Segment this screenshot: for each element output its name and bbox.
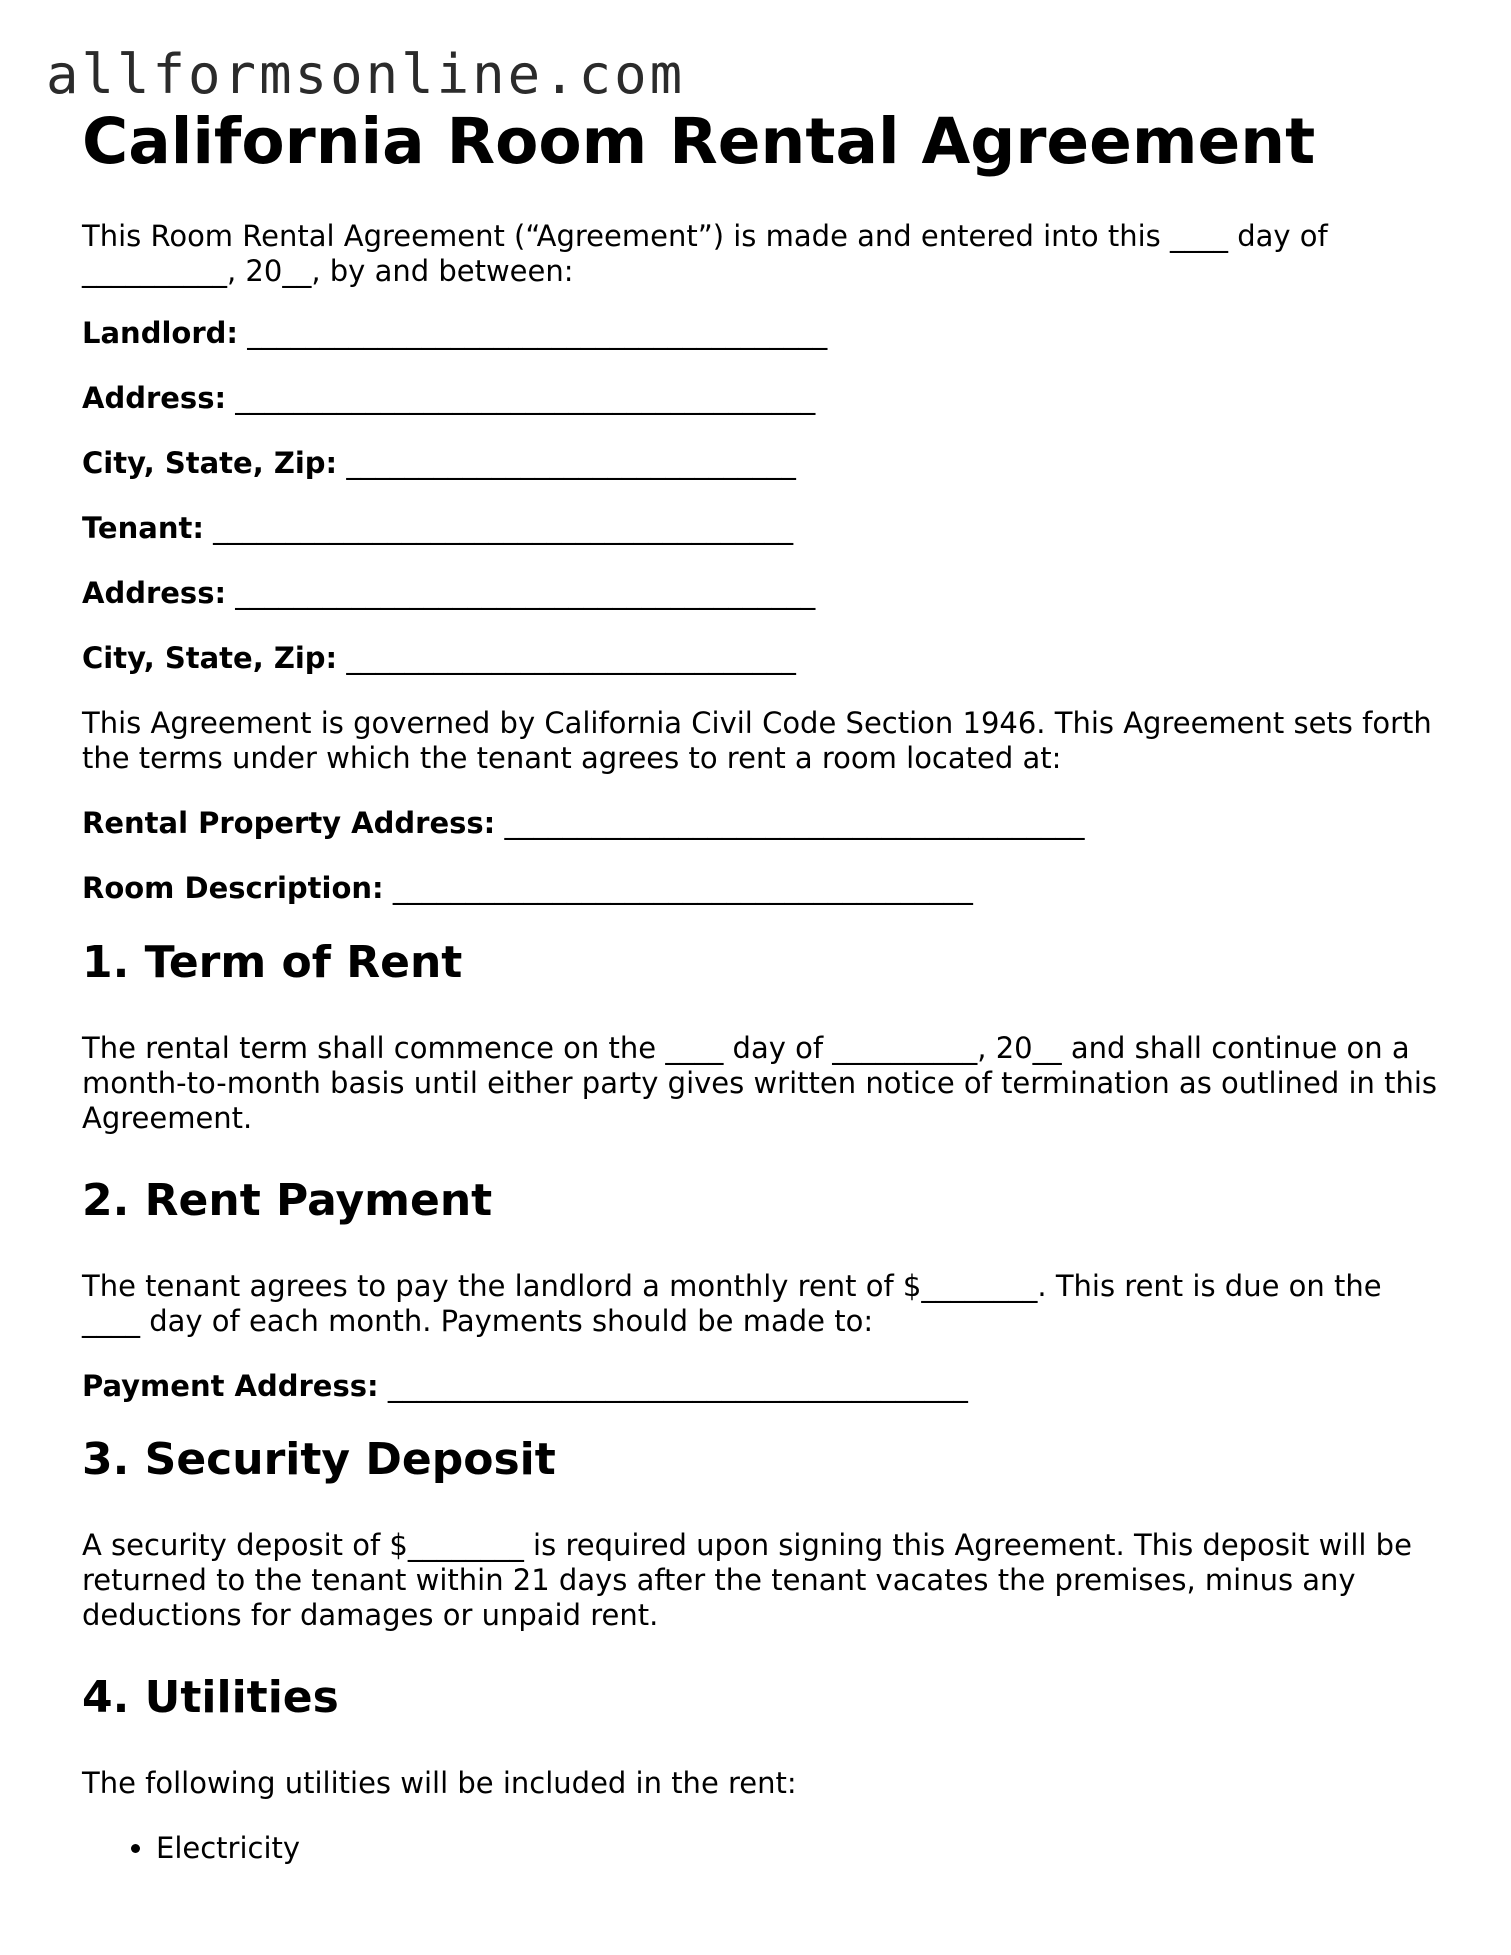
field-label: Payment Address: xyxy=(82,1369,379,1403)
field-label: Tenant: xyxy=(82,511,204,545)
utilities-list xyxy=(82,1831,1442,1866)
tenant-address-blank[interactable]: ________________________________________ xyxy=(235,576,816,610)
field-label: Room Description: xyxy=(82,871,384,905)
tenant-blank[interactable]: ________________________________________ xyxy=(213,511,794,545)
tenant-address-field xyxy=(82,576,1442,611)
field-label: Address: xyxy=(82,381,227,415)
payment-address-blank[interactable]: ________________________________________ xyxy=(387,1369,968,1403)
tenant-field xyxy=(82,511,1442,546)
list-item: • Electricity xyxy=(156,1831,1442,1866)
landlord-field xyxy=(82,316,1442,351)
term-paragraph: The rental term shall commence on the ____ day of __________, 20__ and shall continue on a month-to-month basis until either party gives written notice of termination as outlined in this Agreement. xyxy=(82,1031,1438,1135)
field-label: City, State, Zip: xyxy=(82,641,338,675)
field-label: Address: xyxy=(82,576,227,610)
field-label: City, State, Zip: xyxy=(82,446,338,480)
governed-paragraph: This Agreement is governed by California Civil Code Section 1946. This Agreement sets forth the terms under which the tenant agrees to rent a room located at: xyxy=(82,706,1432,775)
field-label: Landlord: xyxy=(82,316,238,350)
rental-property-address-field xyxy=(82,806,1442,841)
landlord-blank[interactable]: ________________________________________ xyxy=(247,316,828,350)
tenant-city-field xyxy=(82,641,1442,676)
security-deposit-paragraph: A security deposit of $________ is required upon signing this Agreement. This deposit will be returned to the tenant within 21 days after the tenant vacates the premises, minus any deductions for damages or unpaid rent. xyxy=(82,1528,1412,1632)
landlord-city-blank[interactable]: _______________________________ xyxy=(346,446,796,480)
rent-payment-paragraph: The tenant agrees to pay the landlord a monthly rent of $________. This rent is due on the ____ day of each month. Payments should be made to: xyxy=(82,1269,1382,1338)
watermark-logo: allformsonline.com xyxy=(46,43,686,106)
landlord-address-blank[interactable]: ________________________________________ xyxy=(235,381,816,415)
intro-paragraph: This Room Rental Agreement (“Agreement”) is made and entered into this ____ day of __________, 20__, by and between: xyxy=(82,219,1328,288)
document-body xyxy=(82,104,1442,1866)
payment-address-field xyxy=(82,1369,1442,1404)
section-heading-security-deposit: 3. Security Deposit xyxy=(82,1434,556,1485)
room-description-blank[interactable]: ________________________________________ xyxy=(392,871,973,905)
tenant-city-blank[interactable]: _______________________________ xyxy=(346,641,796,675)
rental-property-address-blank[interactable]: ________________________________________ xyxy=(504,806,1085,840)
section-heading-term: 1. Term of Rent xyxy=(82,937,463,988)
utilities-paragraph: The following utilities will be included in the rent: xyxy=(82,1766,797,1800)
section-heading-rent-payment: 2. Rent Payment xyxy=(82,1175,493,1226)
field-label: Rental Property Address: xyxy=(82,806,496,840)
page-title: California Room Rental Agreement xyxy=(82,105,1316,178)
landlord-address-field xyxy=(82,381,1442,416)
landlord-city-field xyxy=(82,446,1442,481)
room-description-field xyxy=(82,871,1442,906)
section-heading-utilities: 4. Utilities xyxy=(82,1672,339,1723)
